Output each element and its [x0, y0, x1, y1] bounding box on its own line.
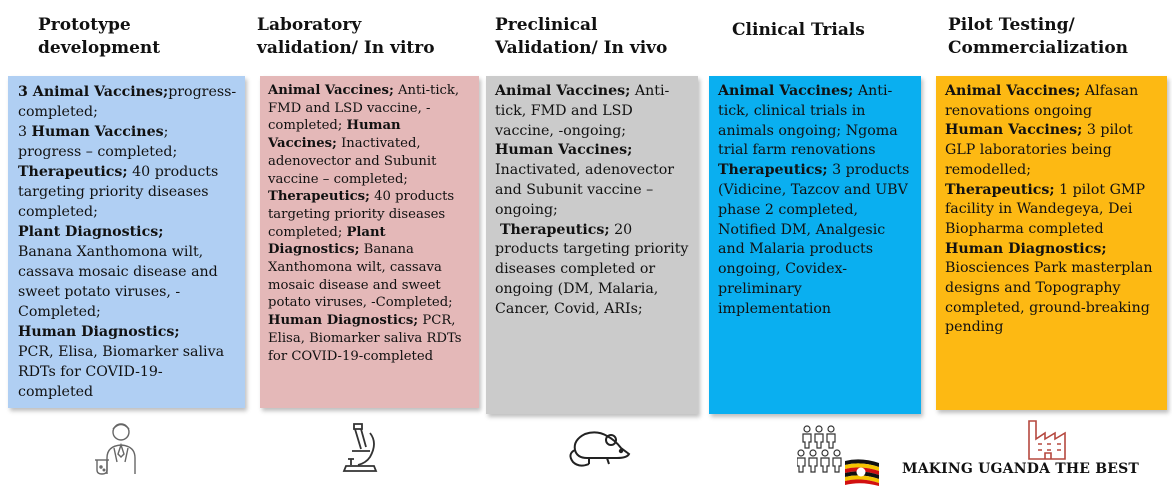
category-label: Animal Vaccines;: [495, 83, 631, 99]
tagline: MAKING UGANDA THE BEST: [902, 461, 1140, 477]
stage-panel-pilot: [936, 76, 1167, 410]
category-label: Human Diagnostics;: [18, 324, 180, 340]
stage-panel-laboratory: [260, 76, 479, 408]
stage-header-prototype: Prototype development: [38, 15, 161, 58]
status-text: Banana Xanthomona wilt, cassava mosaic disease and sweet potato viruses, -Completed;: [268, 242, 453, 311]
status-text: Anti-tick, FMD and LSD vaccine, -completed;: [268, 83, 460, 134]
panel-text-segment: [268, 313, 462, 363]
status-text: Anti-tick, clinical trials in animals ongoing; Ngoma trial farm renovations: [718, 83, 898, 159]
panel-text-segment: [945, 182, 1145, 237]
panel-text-segment: [18, 84, 168, 100]
category-label: Therapeutics;: [268, 189, 370, 205]
panel-text-segment: [18, 324, 180, 340]
stage-panel-prototype: [8, 76, 245, 408]
status-text: Biosciences Park masterplan designs and Topography completed, ground-breaking pending: [945, 260, 1153, 336]
mouse-icon: [567, 424, 635, 474]
panel-text-segment: [945, 260, 1152, 335]
category-label: Therapeutics;: [18, 164, 128, 180]
status-text: PCR, Elisa, Biomarker saliva RDTs for COVID-19- completed: [18, 344, 225, 400]
panel-text-segment: [18, 224, 163, 240]
stage-header-pilot: Pilot Testing/ Commercialization: [948, 15, 1129, 58]
category-label: Therapeutics;: [945, 181, 1055, 198]
panel-text-segment: [495, 142, 632, 158]
panel-text-segment: [18, 144, 177, 160]
panel-text-segment: [495, 162, 674, 218]
panel-text-segment: [495, 83, 669, 139]
category-label: Plant Diagnostics;: [18, 224, 164, 240]
status-text: Banana Xanthomona wilt, cassava mosaic disease and sweet potato viruses, - Completed;: [18, 244, 218, 320]
status-text: 1 pilot GMP facility in Wandegeya, Dei Biopharma completed: [945, 181, 1146, 237]
panel-text-segment: [718, 162, 909, 317]
status-text: 40 products targeting priority diseases completed;: [268, 189, 455, 240]
factory-icon: [1025, 417, 1073, 465]
status-text: ;: [163, 124, 169, 140]
stage-header-clinical: Clinical Trials: [732, 20, 865, 40]
panel-text-segment: [495, 222, 688, 317]
panel-text-segment: [718, 83, 898, 158]
stage-panel-clinical: [709, 76, 921, 414]
status-text: Anti-tick, FMD and LSD vaccine, -ongoing;: [495, 83, 670, 139]
category-label: Human Diagnostics;: [945, 240, 1107, 257]
status-text: PCR, Elisa, Biomarker saliva RDTs for COVID-19-completed: [268, 313, 462, 364]
stage-header-preclinical: Preclinical Validation/ In vivo: [495, 15, 668, 58]
category-label: Therapeutics;: [495, 221, 610, 238]
panel-text-segment: [18, 344, 224, 400]
status-text: progress – completed;: [18, 144, 178, 160]
category-label: Animal Vaccines;: [268, 83, 394, 98]
category-label: Plant Diagnostics;: [268, 224, 386, 258]
status-text: 40 products targeting priority diseases completed;: [18, 164, 219, 220]
stage-header-laboratory: Laboratory validation/ In vitro: [257, 15, 435, 58]
microscope-icon: [340, 421, 380, 477]
status-text: 3: [18, 124, 32, 140]
panel-text-segment: [945, 122, 1133, 177]
panel-text-segment: [18, 244, 218, 320]
status-text: 3 pilot GLP laboratories being remodelled;: [945, 122, 1133, 178]
stage-panel-preclinical: [486, 76, 698, 414]
status-text: 3 products (Vidicine, Tazcov and UBV phase 2 completed, Notified DM, Analgesic and Malaria products ongoing, Covidex- preliminary implementation: [718, 162, 910, 317]
scientist-icon: [94, 418, 146, 480]
panel-text-segment: [18, 124, 32, 140]
category-label: Human Diagnostics;: [268, 313, 419, 329]
status-text: progress-completed;: [18, 84, 237, 120]
category-label: 3 Animal Vaccines;: [18, 84, 169, 100]
panel-text-segment: [945, 241, 1107, 257]
panel-text-segment: [18, 164, 218, 220]
category-label: Human Vaccines;: [945, 122, 1083, 139]
category-label: Animal Vaccines;: [718, 83, 854, 99]
panel-text-segment: [945, 83, 1138, 119]
status-text: Alfasan renovations ongoing: [945, 83, 1139, 119]
category-label: Animal Vaccines;: [945, 83, 1081, 99]
status-text: 20 products targeting priority diseases completed or ongoing (DM, Malaria, Cancer, Covid, ARIs;: [495, 221, 689, 317]
category-label: Therapeutics;: [718, 162, 828, 179]
panel-text-segment: [32, 124, 169, 140]
status-text: Inactivated, adenovector and Subunit vaccine – completed;: [268, 136, 437, 187]
category-label: Human Vaccines: [31, 124, 164, 140]
status-text: Inactivated, adenovector and Subunit vaccine – ongoing;: [495, 162, 675, 218]
category-label: Human Vaccines;: [268, 118, 401, 152]
category-label: Human Vaccines;: [495, 142, 633, 159]
